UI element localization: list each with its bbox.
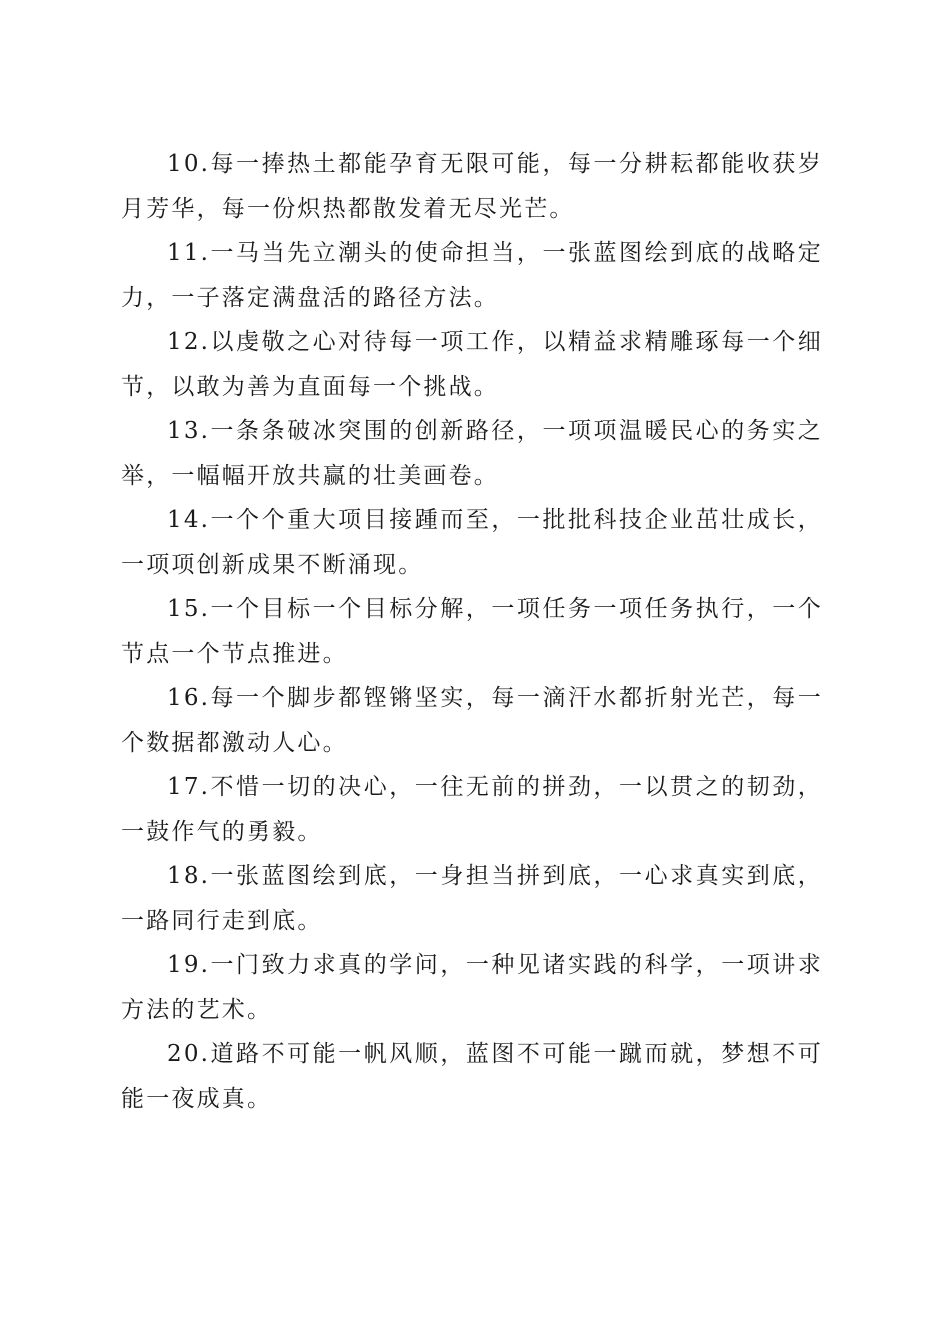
list-item-10: 10.每一捧热土都能孕育无限可能，每一分耕耘都能收获岁月芳华，每一份炽热都散发着无尽光芒。 (121, 151, 823, 222)
list-item-16: 16.每一个脚步都铿锵坚实，每一滴汗水都折射光芒，每一个数据都激动人心。 (121, 685, 823, 756)
document-body (121, 142, 823, 1121)
list-item-14: 14.一个个重大项目接踵而至，一批批科技企业茁壮成长，一项项创新成果不断涌现。 (121, 507, 823, 578)
list-item-13: 13.一条条破冰突围的创新路径，一项项温暖民心的务实之举，一幅幅开放共赢的壮美画卷。 (121, 418, 823, 489)
list-item-12: 12.以虔敬之心对待每一项工作，以精益求精雕琢每一个细节，以敢为善为直面每一个挑战。 (121, 329, 823, 400)
list-item-17: 17.不惜一切的决心，一往无前的拼劲，一以贯之的韧劲，一鼓作气的勇毅。 (121, 774, 823, 845)
list-item-18: 18.一张蓝图绘到底，一身担当拼到底，一心求真实到底，一路同行走到底。 (121, 863, 823, 934)
list-item-11: 11.一马当先立潮头的使命担当，一张蓝图绘到底的战略定力，一子落定满盘活的路径方法。 (121, 240, 823, 311)
list-item-20: 20.道路不可能一帆风顺，蓝图不可能一蹴而就，梦想不可能一夜成真。 (121, 1041, 823, 1112)
list-item-19: 19.一门致力求真的学问，一种见诸实践的科学，一项讲求方法的艺术。 (121, 952, 823, 1023)
list-item-15: 15.一个目标一个目标分解，一项任务一项任务执行，一个节点一个节点推进。 (121, 596, 823, 667)
